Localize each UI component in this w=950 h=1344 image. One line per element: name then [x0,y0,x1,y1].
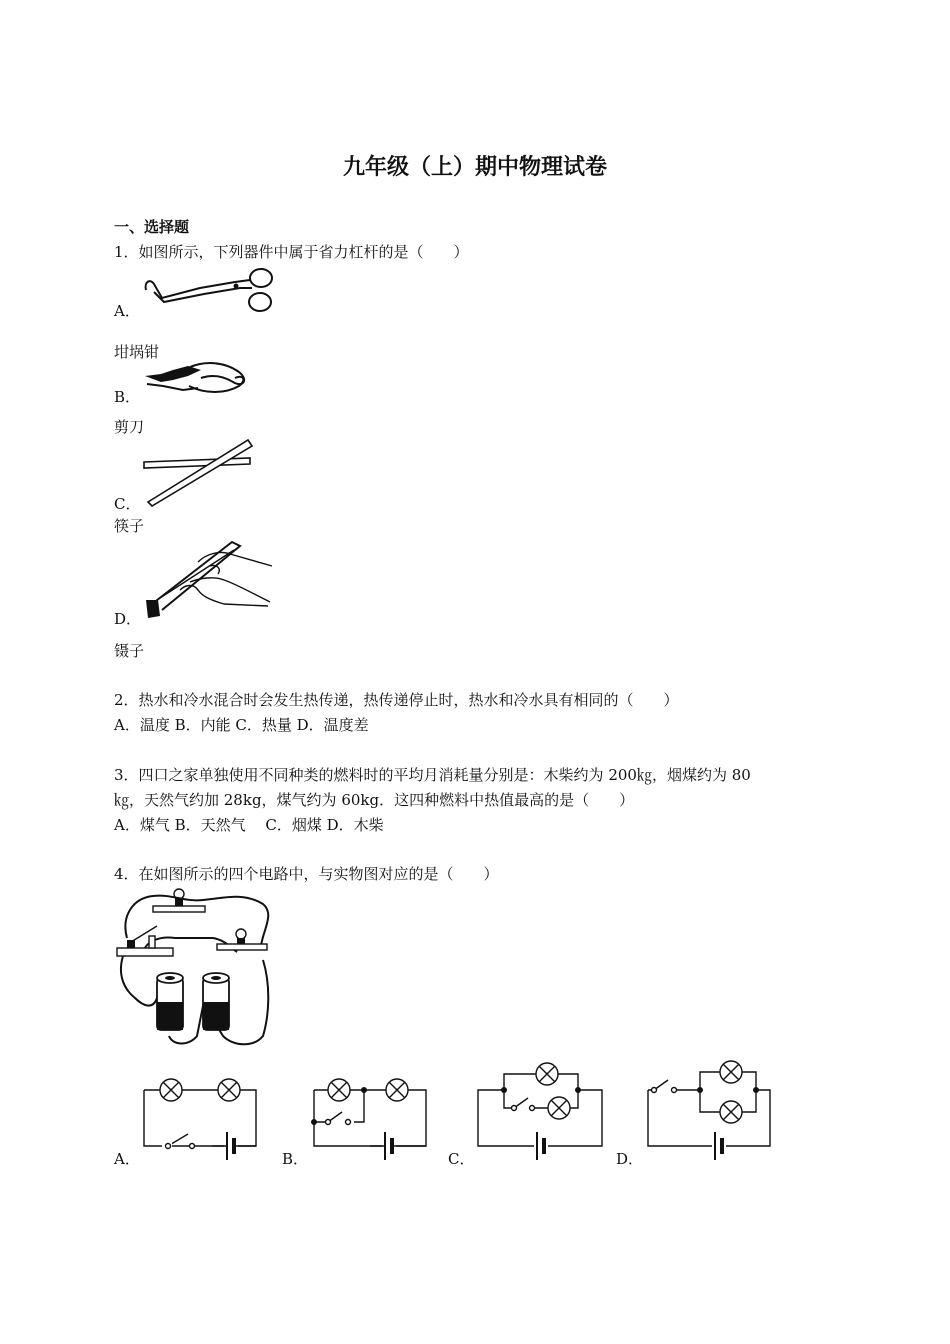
circuit-diagram-c [474,1058,606,1164]
physical-circuit-picture [113,886,275,1051]
q4-option-b-letter: B． [282,1150,309,1168]
circuit-diagram-b [310,1072,430,1164]
q1-option-c-letter: C． [114,495,141,513]
q1-option-d-caption: 镊子 [114,642,145,660]
circuit-diagram-d [644,1058,774,1164]
tweezers-icon [140,536,275,626]
q4-option-c-letter: C． [448,1150,475,1168]
q1-option-a-caption: 坩埚钳 [114,343,160,361]
question-1-stem: 1．如图所示，下列器件中属于省力杠杆的是（ ） [114,243,469,261]
chopsticks-icon [140,436,260,508]
crucible-tongs-icon [140,262,280,317]
q1-option-c-caption: 筷子 [114,517,145,535]
scissors-icon [143,360,253,400]
q4-option-d-letter: D． [616,1150,644,1168]
q4-option-a-letter: A． [114,1150,140,1168]
question-3-stem-line2: ㎏，天然气约加 28kg，煤气约为 60kg．这四种燃料中热值最高的是（ ） [114,791,635,809]
q1-option-a-letter: A． [114,302,140,320]
question-3-options: A．煤气 B．天然气 C．烟煤 D．木柴 [114,816,384,834]
circuit-diagram-a [140,1072,260,1164]
question-2-options: A．温度 B．内能 C．热量 D．温度差 [114,716,369,734]
q1-option-d-letter: D． [114,610,142,628]
question-4-stem: 4．在如图所示的四个电路中，与实物图对应的是（ ） [114,865,499,883]
section-heading: 一、选择题 [114,218,190,236]
page-title: 九年级（上）期中物理试卷 [342,155,607,180]
question-2-stem: 2．热水和冷水混合时会发生热传递，热传递停止时，热水和冷水具有相同的（ ） [114,691,679,709]
q1-option-b-letter: B． [114,388,141,406]
question-3-stem-line1: 3．四口之家单独使用不同种类的燃料时的平均月消耗量分别是：木柴约为 200㎏，烟煤约为 80 [114,766,751,784]
q1-option-b-caption: 剪刀 [114,418,145,436]
